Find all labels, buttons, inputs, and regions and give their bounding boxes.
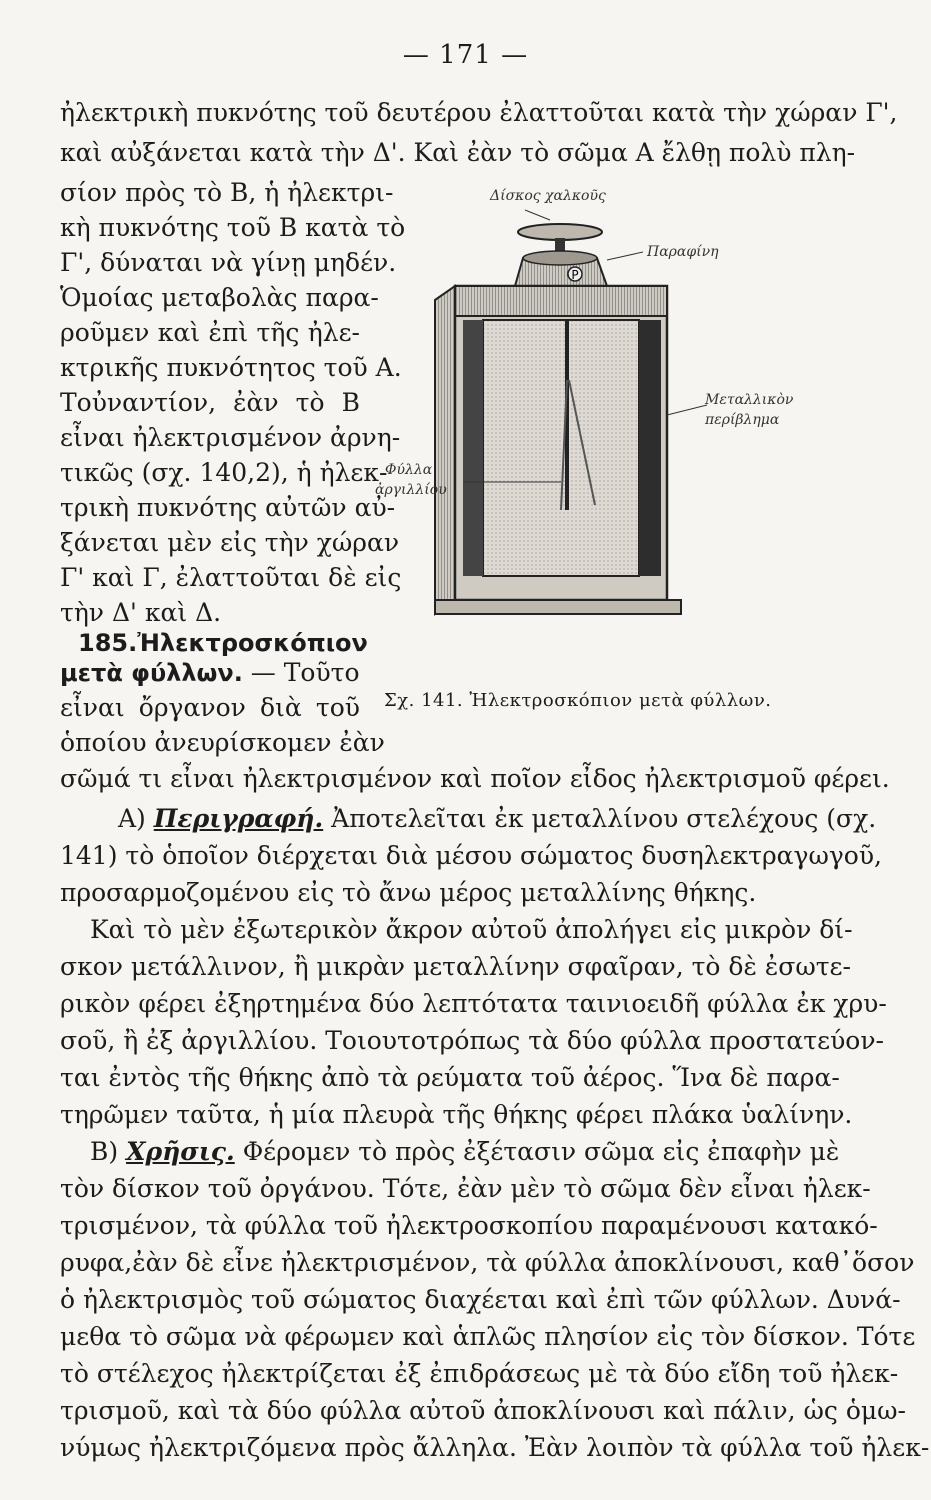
p-mark: P bbox=[571, 268, 579, 282]
text-line: ροῦμεν καὶ ἐπὶ τῆς ἠλε- bbox=[60, 318, 360, 347]
page-number: — 171 — bbox=[402, 40, 529, 70]
text-line: κτρικῆς πυκνότητος τοῦ Α. bbox=[60, 353, 402, 382]
text-line: εἶναι ὄργανον διὰ τοῦ bbox=[60, 693, 360, 722]
label-paraffin: Παραφίνη bbox=[647, 244, 719, 260]
text-line: εἶναι ἠλεκτρισμένον ἀρνη- bbox=[60, 423, 401, 452]
disc bbox=[518, 224, 602, 240]
label-metal-case-2: περίβλημα bbox=[705, 412, 780, 428]
electroscope-figure bbox=[375, 180, 845, 700]
text-line: τὸν δίσκον τοῦ ὀργάνου. Τότε, ἐὰν μὲν τὸ σῶμα δὲν εἶναι ἠλεκ- bbox=[60, 1174, 871, 1203]
base bbox=[435, 600, 681, 614]
label-leaves-2: ἀργιλλίου bbox=[375, 482, 447, 498]
text-line: σοῦ, ἢ ἐξ ἀργιλλίου. Τοιουτοτρόπως τὰ δύο φύλλα προστατεύον- bbox=[60, 1026, 884, 1055]
label-leaves: Φύλλα bbox=[385, 462, 433, 478]
description-text: Ἀποτελεῖται ἐκ μεταλλίνου στελέχους (σχ. bbox=[331, 804, 877, 833]
section-title-cont: μετὰ φύλλων. bbox=[60, 659, 243, 687]
text-line: 141) τὸ ὁποῖον διέρχεται διὰ μέσου σώματος δυσηλεκτραγωγοῦ, bbox=[60, 841, 882, 870]
text-line: ἠλεκτρικὴ πυκνότης τοῦ δευτέρου ἐλαττοῦται κατὰ τὴν χώραν Γ', bbox=[60, 98, 898, 127]
usage-heading: Χρῆσις. bbox=[126, 1137, 235, 1166]
description-label: Α) bbox=[118, 804, 146, 833]
description-heading: Περιγραφή. bbox=[153, 804, 324, 833]
text-line: Γ' καὶ Γ, ἐλαττοῦται δὲ εἰς bbox=[60, 563, 402, 592]
section-number: 185. bbox=[78, 629, 138, 657]
text-line: ρικὸν φέρει ἐξηρτημένα δύο λεπτότατα ταινιοειδῆ φύλλα ἐκ χρυ- bbox=[60, 989, 887, 1018]
text-line: ται ἐντὸς τῆς θήκης ἀπὸ τὰ ρεύματα τοῦ ἀέρος. Ἵνα δὲ παρα- bbox=[60, 1063, 840, 1092]
text-line: Γ', δύναται νὰ γίνῃ μηδέν. bbox=[60, 248, 397, 277]
usage-first-line bbox=[90, 1137, 840, 1166]
text-line: τὸ στέλεχος ἠλεκτρίζεται ἐξ ἐπιδράσεως μὲ τὰ δύο εἴδη τοῦ ἠλεκ- bbox=[60, 1359, 899, 1388]
text-line: τηρῶμεν ταῦτα, ἡ μία πλευρὰ τῆς θήκης φέρει πλάκα ὑαλίνην. bbox=[60, 1100, 853, 1129]
text-line: νύμως ἠλεκτριζόμενα πρὸς ἄλληλα. Ἐὰν λοιπὸν τὰ φύλλα τοῦ ἠλεκ- bbox=[60, 1433, 930, 1462]
text-line: τρισμένον, τὰ φύλλα τοῦ ἠλεκτροσκοπίου παραμένουσι κατακό- bbox=[60, 1211, 878, 1240]
label-metal-case: Μεταλλικὸν bbox=[705, 392, 794, 408]
text-line: σκον μετάλλινον, ἢ μικρὰν μεταλλίνην σφαῖραν, τὸ δὲ ἐσωτε- bbox=[60, 952, 851, 981]
text-line: Καὶ τὸ μὲν ἐξωτερικὸν ἄκρον αὐτοῦ ἀπολήγει εἰς μικρὸν δί- bbox=[90, 915, 853, 944]
usage-text: Φέρομεν τὸ πρὸς ἐξέτασιν σῶμα εἰς ἐπαφὴν μὲ bbox=[242, 1137, 840, 1166]
figure-caption: Σχ. 141. Ἠλεκτροσκόπιον μετὰ φύλλων. bbox=[384, 690, 772, 711]
section-heading bbox=[78, 629, 368, 657]
usage-label: Β) bbox=[90, 1137, 119, 1166]
text-line: Τοὐναντίον, ἐὰν τὸ Β bbox=[60, 388, 360, 417]
text-line: προσαρμοζομένου εἰς τὸ ἄνω μέρος μεταλλίνης θήκης. bbox=[60, 878, 757, 907]
text-line: τὴν Δ' καὶ Δ. bbox=[60, 598, 222, 627]
text-line: τικῶς (σχ. 140,2), ἡ ἠλεκ- bbox=[60, 458, 388, 487]
description-first-line bbox=[118, 804, 877, 833]
text-line: τρικὴ πυκνότης αὐτῶν αὐ- bbox=[60, 493, 396, 522]
section-heading-line2 bbox=[60, 660, 360, 685]
electroscope-illustration bbox=[375, 180, 845, 700]
glass-window bbox=[483, 320, 639, 576]
text-line: ὁ ἠλεκτρισμὸς τοῦ σώματος διαχέεται καὶ ἐπὶ τῶν φύλλων. Δυνά- bbox=[60, 1285, 901, 1314]
text-line: σῶμά τι εἶναι ἠλεκτρισμένον καὶ ποῖον εἶδος ἠλεκτρισμοῦ φέρει. bbox=[60, 764, 890, 793]
text-line: ρυφα,ἐὰν δὲ εἶνε ἠλεκτρισμένον, τὰ φύλλα ἀποκλίνουσι, καθ᾽ὅσον bbox=[60, 1248, 915, 1277]
text-line: Ὁμοίας μεταβολὰς παρα- bbox=[60, 283, 379, 312]
text-line: καὶ αὐξάνεται κατὰ τὴν Δ'. Καὶ ἐὰν τὸ σῶμα Α ἔλθῃ πολὺ πλη- bbox=[60, 138, 856, 167]
text-line: ὁποίου ἀνευρίσκομεν ἐὰν bbox=[60, 728, 385, 757]
section-title: Ἠλεκτροσκόπιον bbox=[137, 629, 368, 657]
label-disc: Δίσκος χαλκοῦς bbox=[490, 188, 606, 204]
text-line: ξάνεται μὲν εἰς τὴν χώραν bbox=[60, 528, 400, 557]
text-line: τρισμοῦ, καὶ τὰ δύο φύλλα αὐτοῦ ἀποκλίνουσι καὶ πάλιν, ὡς ὁμω- bbox=[60, 1396, 906, 1425]
text-line: μεθα τὸ σῶμα νὰ φέρωμεν καὶ ἁπλῶς πλησίον εἰς τὸν δίσκον. Τότε bbox=[60, 1322, 916, 1351]
section-text: — Τοῦτο bbox=[242, 658, 360, 687]
text-line: κὴ πυκνότης τοῦ Β κατὰ τὸ bbox=[60, 213, 406, 242]
text-line: σίον πρὸς τὸ Β, ἡ ἠλεκτρι- bbox=[60, 178, 394, 207]
